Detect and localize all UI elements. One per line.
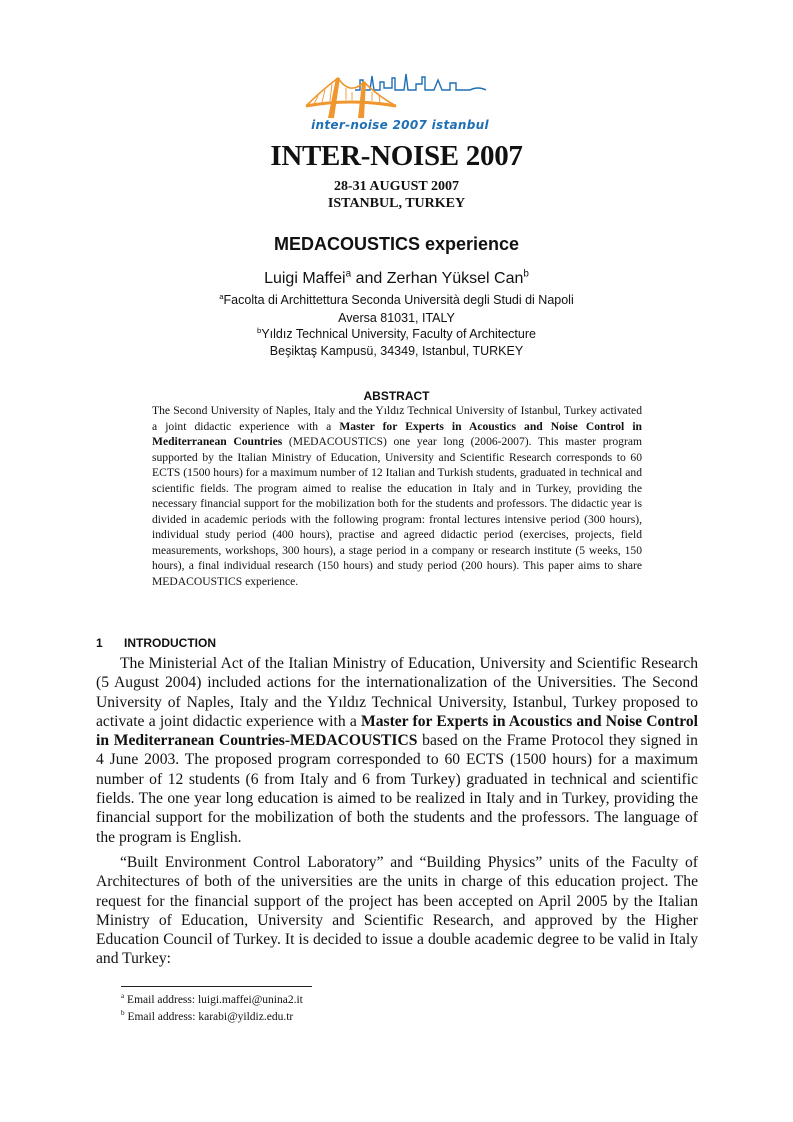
section-heading	[96, 636, 216, 650]
conference-location: ISTANBUL, TURKEY	[327, 196, 466, 211]
affiliation-mark: a	[345, 268, 352, 280]
abstract-text: The Second University of Naples, Italy and the Yıldız Technical University of Istanbul, Turkey activated a joint didactic experience with a Master for Experts in Acoustics and Noise Control in Mediterranean Countries (MEDACOUSTICS) one year long (2006-2007). This master program supported by the Italian Ministry of Education, University and Scientific Research corresponds to 60 ECTS (1500 hours) for a maximum number of 12 Italian and Turkish students, graduated in technical and scientific fields. The program aimed to realise the education in Italy and in Turkey, providing the necessary financial support for the mobilization both for the students and professors. The didactic year is divided in academic periods with the following program: frontal lectures intensive period (300 hours), individual study period (400 hours), practise and agreed didactic period (exercises, projects, field measurements, workshops, 300 hours), a stage period in a company or research institute (5 weeks, 150 hours), a final individual research (150 hours) and study period (200 hours). This paper aims to share MEDACOUSTICS experience.	[152, 404, 642, 588]
section-number: 1	[96, 636, 103, 650]
paper-title: MEDACOUSTICS experience	[273, 234, 520, 254]
logo-text: inter-noise 2007 istanbul	[311, 118, 489, 132]
affiliation-mark: b	[257, 325, 262, 335]
body-paragraph: The Ministerial Act of the Italian Ministry of Education, University and Scientific Research (5 August 2004) included actions for the internationalization of the Universities. The Second University of Naples, Italy and the Yıldız Technical University, Istanbul, Turkey proposed to activate a joint didactic experience with a Master for Experts in Acoustics and Noise Control in Mediterranean Countries-MEDACOUSTICS based on the Frame Protocol they signed in 4 June 2003. The proposed program corresponded to 60 ECTS (1500 hours) for a maximum number of 12 students (6 from Italy and 6 from Turkey) graduated in technical and scientific fields. The one year long education is aimed to be realized in Italy and in Turkey, providing the financial support for the mobilization of both the students and the professors. The language of the program is English.	[96, 655, 698, 846]
body-paragraph: “Built Environment Control Laboratory” and “Building Physics” units of the Faculty of Architectures of both of the universities are the units in charge of this education project. The request for the financial support of the project has been accepted on April 2005 by the Italian Ministry of Education, University and Scientific Research, and approved by the Higher Education Council of Turkey. It is decided to issue a double academic degree to be valid in Italy and Turkey:	[96, 854, 698, 968]
affiliation-mark: b	[523, 268, 529, 280]
authors	[0, 270, 793, 288]
affiliation-mark: a	[219, 291, 224, 301]
author-name: Luigi Maffei	[264, 270, 346, 287]
affiliation-a-line1: $^a$Facolta di Archittettura Seconda Università degli Studi di Napoli	[219, 291, 574, 307]
affiliation-b-line1: $^b$Yıldız Technical University, Faculty of Architecture	[257, 325, 536, 341]
conference-title: INTER-NOISE 2007	[270, 140, 523, 172]
footnote-divider	[121, 986, 312, 987]
affiliation-b-line2: Beşiktaş Kampusü, 34349, Istanbul, TURKEY	[269, 344, 524, 358]
affiliation-a-line2: Aversa 81031, ITALY	[338, 311, 455, 325]
abstract-heading: ABSTRACT	[363, 389, 430, 403]
section-title: INTRODUCTION	[124, 636, 216, 650]
footnote: $^a$ Email address: luigi.maffei@unina2.it	[121, 992, 303, 1006]
bridge-skyline-icon	[300, 68, 500, 120]
conference-logo	[300, 68, 500, 138]
footnote: $^b$ Email address: karabi@yildiz.edu.tr	[121, 1009, 294, 1023]
author-separator: and	[351, 270, 387, 287]
author-name: Zerhan Yüksel Can	[386, 270, 524, 287]
conference-dates: 28-31 AUGUST 2007	[334, 179, 459, 194]
